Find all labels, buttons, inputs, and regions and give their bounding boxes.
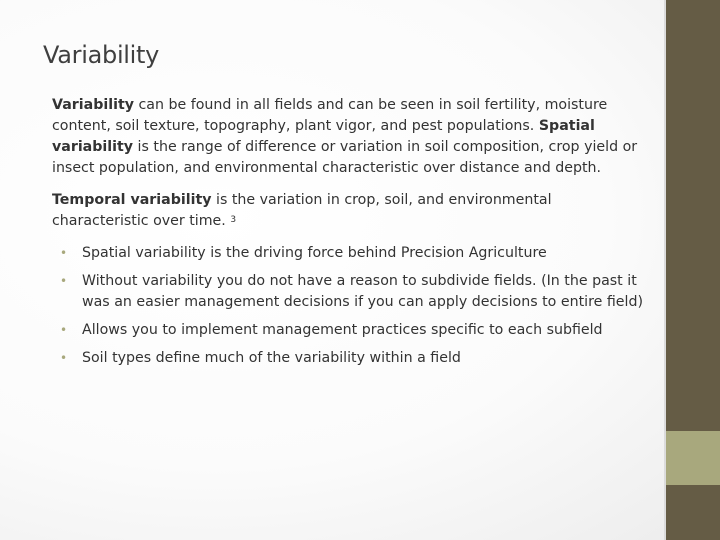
paragraph-text: can be found in all fields and can be seen in soil fertility, moisture content, soil texture, topography, plant vigor, and pest populations.	[52, 97, 608, 134]
term-temporal-variability: Temporal variability	[52, 192, 212, 208]
paragraph-text: is the variation in crop, soil, and environmental characteristic over time.	[52, 192, 552, 229]
paragraph-text: is the range of difference or variation in soil composition, crop yield or insect population, and environmental characteristic over distance and depth.	[52, 139, 638, 176]
paragraph-temporal	[52, 190, 648, 232]
bullet-list	[52, 243, 648, 369]
slide-title: Variability	[43, 41, 160, 69]
list-item	[52, 348, 648, 369]
reference-number: 3	[230, 215, 237, 225]
sidebar-accent-block	[666, 431, 720, 485]
paragraph-variability	[52, 95, 648, 179]
slide-body	[52, 95, 648, 376]
list-item	[52, 243, 648, 264]
term-variability: Variability	[52, 97, 134, 113]
list-item-text: Spatial variability is the driving force behind Precision Agriculture	[82, 245, 547, 261]
bullet-icon: •	[60, 351, 68, 365]
list-item-text: Without variability you do not have a reason to subdivide fields. (In the past it was an easier management decisions if you can apply decisions to entire field)	[82, 273, 643, 310]
list-item-text: Soil types define much of the variability within a field	[82, 350, 461, 366]
bullet-icon: •	[60, 246, 68, 260]
list-item	[52, 320, 648, 341]
list-item-text: Allows you to implement management practices specific to each subfield	[82, 322, 603, 338]
list-item	[52, 271, 648, 313]
bullet-icon: •	[60, 323, 68, 337]
bullet-icon: •	[60, 274, 68, 288]
term-spatial-variability: Spatial variability	[52, 118, 595, 155]
